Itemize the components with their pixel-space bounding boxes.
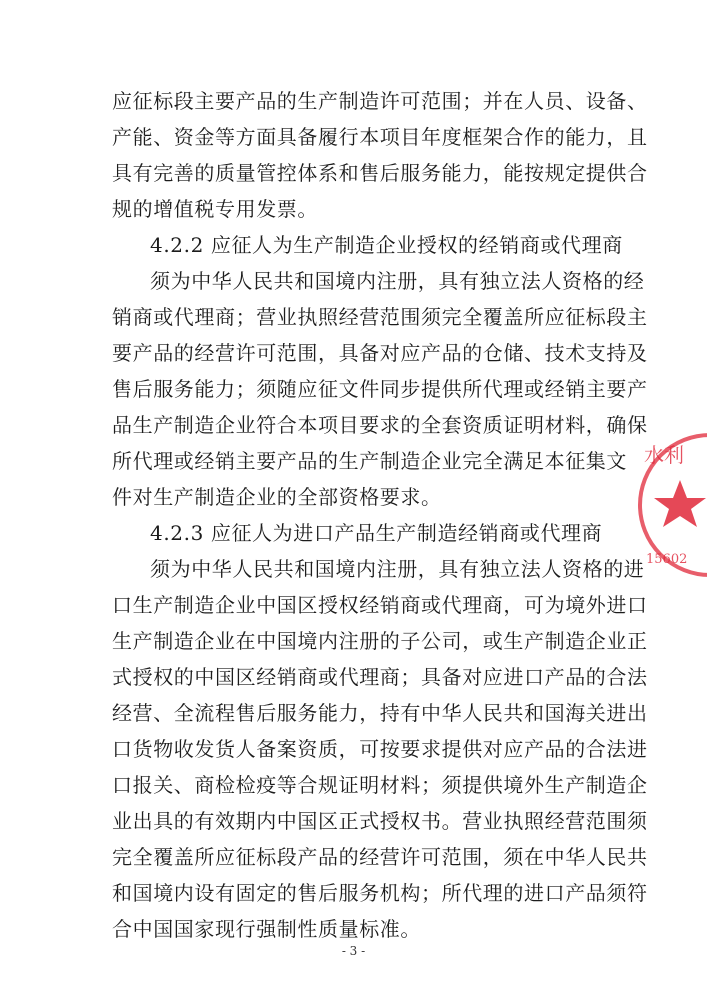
paragraph-line: 产能、资金等方面具备履行本项目年度框架合作的能力，且 [112,125,648,149]
paragraph-line: 式授权的中国区经销商或代理商；具备对应进口产品的合法 [112,665,648,689]
paragraph-line: 和国境内设有固定的售后服务机构；所代理的进口产品须符 [112,881,648,905]
paragraph-line: 生产制造企业在中国境内注册的子公司，或生产制造企业正 [112,629,648,653]
paragraph-line: 业出具的有效期内中国区正式授权书。营业执照经营范围须 [112,809,648,833]
paragraph-line: 口货物收发货人备案资质，可按要求提供对应产品的合法进 [112,737,648,761]
paragraph-line: 合中国国家现行强制性质量标准。 [112,917,421,941]
paragraph-line: 口报关、商检检疫等合规证明材料；须提供境外生产制造企 [112,773,648,797]
paragraph-line: 具有完善的质量管控体系和售后服务能力，能按规定提供合 [112,161,648,185]
paragraph-line: 所代理或经销主要产品的生产制造企业完全满足本征集文 [112,449,627,473]
paragraph-line: 经营、全流程售后服务能力，持有中华人民共和国海关进出 [112,701,648,725]
official-seal-icon [638,400,707,600]
paragraph-line: 件对生产制造企业的全部资格要求。 [112,485,442,509]
paragraph-line: 销商或代理商；营业执照经营范围须完全覆盖所应征标段主 [112,305,648,329]
page-number: - 3 - [341,944,366,958]
section-heading-4-2-3: 4.2.3 应征人为进口产品生产制造经销商或代理商 [150,521,603,545]
paragraph-line: 口生产制造企业中国区授权经销商或代理商，可为境外进口 [112,593,648,617]
paragraph-line: 须为中华人民共和国境内注册，具有独立法人资格的进 [150,557,645,581]
paragraph-line: 应征标段主要产品的生产制造许可范围；并在人员、设备、 [112,89,648,113]
paragraph-line: 要产品的经营许可范围，具备对应产品的仓储、技术支持及 [112,341,648,365]
seal-bottom-text: 15602 [646,552,688,567]
paragraph-line: 品生产制造企业符合本项目要求的全套资质证明材料，确保 [112,413,648,437]
paragraph-line: 售后服务能力；须随应征文件同步提供所代理或经销主要产 [112,377,648,401]
paragraph-line: 须为中华人民共和国境内注册，具有独立法人资格的经 [150,269,645,293]
paragraph-line: 完全覆盖所应征标段产品的经营许可范围，须在中华人民共 [112,845,648,869]
paragraph-line: 规的增值税专用发票。 [112,197,318,221]
section-heading-4-2-2: 4.2.2 应征人为生产制造企业授权的经销商或代理商 [150,233,623,257]
seal-top-text: 水利 [644,443,684,467]
